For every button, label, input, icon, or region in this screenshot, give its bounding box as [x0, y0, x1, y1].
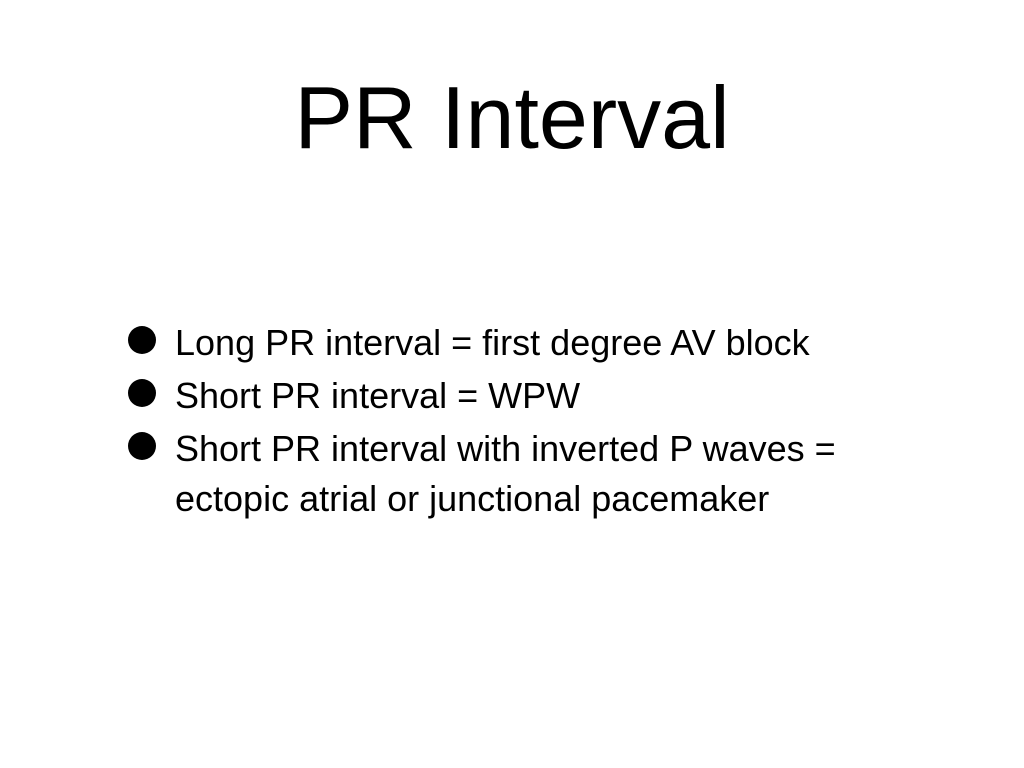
bullet-item [128, 318, 948, 368]
bullet-text: Short PR interval = WPW [175, 375, 581, 416]
bullet-dot-icon [128, 326, 156, 354]
slide-title: PR Interval [294, 68, 730, 167]
bullet-dot-icon [128, 379, 156, 407]
bullet-list [128, 318, 948, 527]
bullet-item [128, 424, 948, 524]
bullet-dot-icon [128, 432, 156, 460]
bullet-text: Short PR interval with inverted P waves = ectopic atrial or junctional pacemaker [175, 428, 836, 519]
bullet-item [128, 371, 948, 421]
bullet-text: Long PR interval = first degree AV block [175, 322, 810, 363]
